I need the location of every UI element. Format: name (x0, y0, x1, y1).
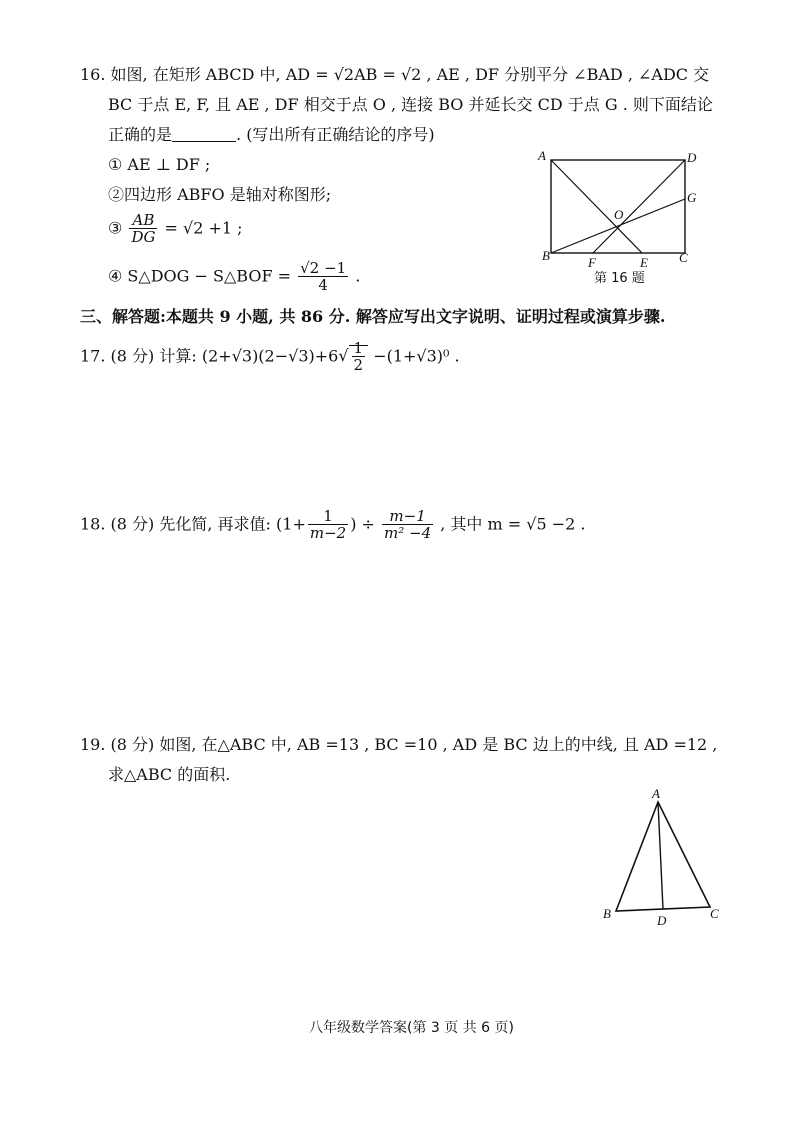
label-c: C (679, 250, 688, 265)
label-g: G (687, 190, 697, 205)
q16-option-3-suffix: = √2 +1 ; (164, 218, 243, 238)
fraction-denominator: 2 (353, 356, 364, 374)
q19-figure (598, 780, 728, 930)
label-f: F (588, 255, 596, 270)
label-d: D (657, 913, 667, 928)
fraction-denominator: DG (131, 228, 156, 246)
fraction-denominator: m² −4 (384, 524, 432, 542)
q16-figure (530, 146, 710, 286)
fraction-numerator: √2 −1 (300, 259, 347, 277)
q16-line3-a: 正确的是 (108, 125, 173, 144)
q17 (80, 340, 460, 373)
label-b: B (542, 248, 550, 263)
q18-fraction-2 (382, 508, 433, 541)
q18-fraction-1 (308, 508, 348, 541)
q16-line1: 16. 如图, 在矩形 ABCD 中, AD = √2AB = √2 , AE , DF 分别平分 ∠BAD , ∠ADC 交 (80, 65, 710, 84)
section-3-heading: 三、解答题:本题共 9 小题, 共 86 分. 解答应写出文字说明、证明过程或演算步骤. (80, 307, 666, 326)
fraction-numerator: AB (129, 212, 157, 229)
q19-line1: 19. (8 分) 如图, 在△ABC 中, AB =13 , BC =10 , AD 是 BC 边上的中线, 且 AD =12 , (80, 735, 718, 754)
q16-line3-b: . (写出所有正确结论的序号) (236, 125, 435, 144)
median-ad (658, 802, 663, 909)
label-o: O (614, 207, 624, 222)
q16-option-3 (108, 212, 243, 245)
label-e: E (640, 255, 648, 270)
figure-caption: 第 16 题 (594, 271, 645, 286)
q16-option-4-fraction (298, 260, 348, 293)
q19-line2: 求△ABC 的面积. (108, 765, 231, 784)
label-b: B (603, 906, 611, 921)
q16-line3 (108, 124, 435, 146)
q17-radical: √ $\frac{1}{2}$ (338, 340, 368, 373)
q16-option-2: ②四边形 ABFO 是轴对称图形; (108, 185, 332, 204)
label-c: C (710, 906, 719, 921)
answer-blank[interactable] (172, 125, 236, 142)
q17-expression-a: (2+√3)(2−√3)+6 (201, 346, 339, 366)
fraction-denominator: m−2 (309, 524, 347, 542)
segment-df (593, 160, 685, 253)
q16-option-1: ① AE ⊥ DF ; (108, 155, 211, 174)
q18-suffix: , 其中 m = √5 −2 . (440, 514, 586, 534)
q18-prefix: 18. (8 分) 先化简, 再求值: (80, 514, 271, 534)
fraction-numerator: 1 (308, 508, 348, 525)
q18-open: (1+ (276, 514, 306, 534)
q17-fraction (352, 340, 366, 373)
q17-expression-b: −(1+√3)⁰ . (373, 346, 460, 366)
q16-option-4-suffix: . (355, 266, 361, 286)
q18-close-divide: ) ÷ (350, 514, 375, 534)
fraction-numerator: 1 (353, 339, 364, 357)
q16-option-4 (108, 260, 360, 293)
q18 (80, 508, 585, 541)
label-d: D (687, 150, 697, 165)
q16-option-3-prefix: ③ (108, 218, 123, 238)
q16-option-3-fraction (129, 212, 157, 245)
q16-line2: BC 于点 E, F, 且 AE , DF 相交于点 O , 连接 BO 并延长交 CD 于点 G . 则下面结论 (108, 95, 713, 114)
fraction-numerator: m−1 (382, 508, 433, 525)
q17-prefix: 17. (8 分) 计算: (80, 346, 197, 366)
page-footer: 八年级数学答案(第 3 页 共 6 页) (309, 1020, 514, 1036)
label-a: A (652, 786, 660, 801)
fraction-denominator: 4 (318, 276, 328, 294)
segment-ae (551, 160, 642, 253)
q16-option-4-prefix: ④ S△DOG − S△BOF = (108, 266, 292, 286)
label-a: A (538, 148, 546, 163)
